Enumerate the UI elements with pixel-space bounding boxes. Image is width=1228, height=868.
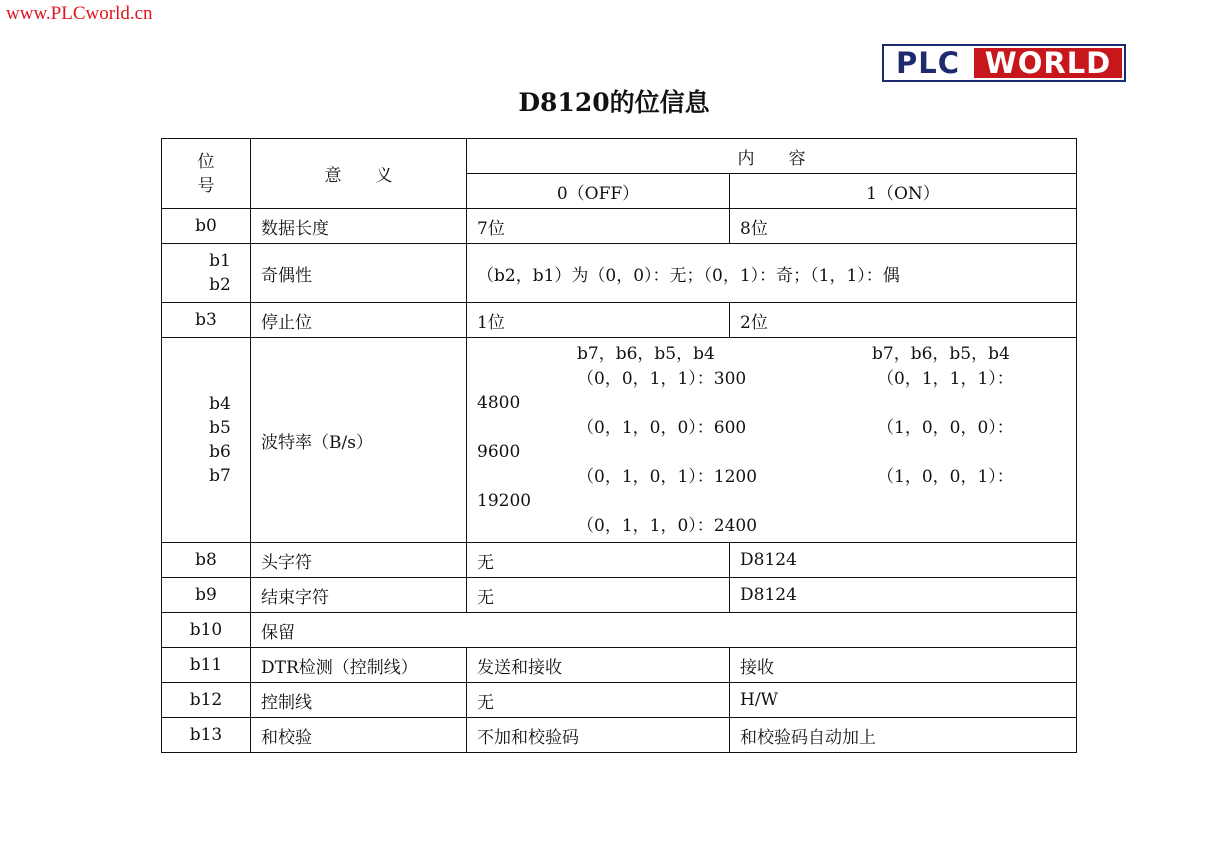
row-off: 1位 <box>467 303 730 338</box>
baud-line: 9600 <box>477 442 521 462</box>
baud-line: （0，0，1，1）：300 <box>577 368 747 389</box>
watermark-url: www.PLCworld.cn <box>6 3 153 24</box>
row-off: 7位 <box>467 209 730 244</box>
header-off: 0（OFF） <box>467 174 730 209</box>
row-bit-line: b2 <box>209 275 231 295</box>
row-bit: b13 <box>162 718 251 753</box>
table-row <box>162 718 1077 753</box>
baud-line-right: （1，0，0，1）： <box>877 466 1014 487</box>
logo-plc-text: PLC <box>884 46 972 80</box>
row-on: 接收 <box>730 648 1077 683</box>
row-bit: b9 <box>162 578 251 613</box>
row-off: 发送和接收 <box>467 648 730 683</box>
row-off: 不加和校验码 <box>467 718 730 753</box>
row-meaning: 数据长度 <box>251 209 467 244</box>
row-meaning: 奇偶性 <box>251 244 467 303</box>
row-meaning: DTR检测（控制线） <box>251 648 467 683</box>
table-row <box>162 648 1077 683</box>
baud-rate-content <box>467 338 1077 543</box>
row-bit-line: b1 <box>209 251 231 271</box>
row-off: 无 <box>467 683 730 718</box>
header-bit-line-2: 号 <box>197 175 215 196</box>
row-bit: b0 <box>162 209 251 244</box>
row-on: D8124 <box>730 543 1077 578</box>
baud-line-right: b7，b6，b5，b4 <box>872 344 1010 364</box>
row-on: 2位 <box>730 303 1077 338</box>
table-row <box>162 303 1077 338</box>
row-meaning: 头字符 <box>251 543 467 578</box>
table-row <box>162 613 1077 648</box>
row-bit-line: b7 <box>209 466 231 486</box>
row-bit: b8 <box>162 543 251 578</box>
table-row <box>162 683 1077 718</box>
baud-line: （0，1，0，1）：1200 <box>577 466 758 487</box>
baud-line: （0，1，1，0）：2400 <box>577 515 758 536</box>
row-bit <box>162 244 251 303</box>
header-on: 1（ON） <box>730 174 1077 209</box>
row-bit: b11 <box>162 648 251 683</box>
table-row <box>162 543 1077 578</box>
row-bit-line: b6 <box>209 442 231 462</box>
row-bit-line: b4 <box>209 394 231 414</box>
baud-line: 19200 <box>477 491 532 511</box>
row-content: （b2，b1）为（0，0）：无；（0，1）：奇；（1，1）：偶 <box>467 244 1077 303</box>
header-bit <box>162 139 251 209</box>
header-meaning: 意 义 <box>251 139 467 209</box>
row-bit: b10 <box>162 613 251 648</box>
plcworld-logo <box>882 44 1126 82</box>
row-meaning: 波特率（B/s） <box>251 338 467 543</box>
baud-line: （0，1，0，0）：600 <box>577 417 747 438</box>
row-on: 和校验码自动加上 <box>730 718 1077 753</box>
row-off: 无 <box>467 578 730 613</box>
table-row <box>162 338 1077 543</box>
row-meaning: 控制线 <box>251 683 467 718</box>
row-meaning: 保留 <box>251 613 1077 648</box>
row-bit: b12 <box>162 683 251 718</box>
bit-info-table <box>161 138 1077 753</box>
row-bit-line: b5 <box>209 418 231 438</box>
baud-line: 4800 <box>477 393 521 413</box>
row-on: H/W <box>730 683 1077 718</box>
baud-line: b7，b6，b5，b4 <box>577 344 715 364</box>
logo-world-text: WORLD <box>972 46 1124 80</box>
table-row <box>162 578 1077 613</box>
row-meaning: 停止位 <box>251 303 467 338</box>
baud-line-right: （0，1，1，1）： <box>877 368 1014 389</box>
header-bit-line-1: 位 <box>197 151 215 172</box>
table-header-row-1 <box>162 139 1077 174</box>
row-on: D8124 <box>730 578 1077 613</box>
baud-line-right: （1，0，0，0）： <box>877 417 1014 438</box>
page-title: D8120的位信息 <box>518 88 710 117</box>
row-bit <box>162 338 251 543</box>
row-meaning: 和校验 <box>251 718 467 753</box>
row-bit: b3 <box>162 303 251 338</box>
header-content: 内 容 <box>467 139 1077 174</box>
row-on: 8位 <box>730 209 1077 244</box>
row-off: 无 <box>467 543 730 578</box>
row-meaning: 结束字符 <box>251 578 467 613</box>
table-row <box>162 209 1077 244</box>
table-row <box>162 244 1077 303</box>
